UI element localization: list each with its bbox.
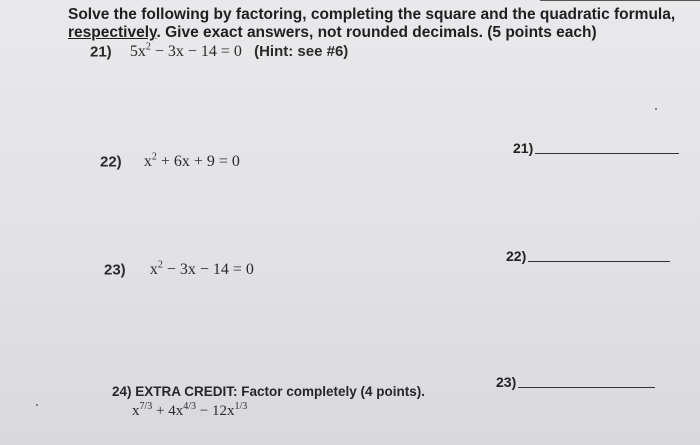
extra-credit-label: 24) EXTRA CREDIT: Factor completely (4 points). (112, 384, 426, 399)
paper-speck (36, 404, 38, 406)
problem-22 (100, 152, 240, 171)
problem-hint: (Hint: see #6) (254, 43, 349, 61)
answer-line[interactable] (518, 386, 655, 388)
problem-23 (104, 260, 254, 279)
answer-label: 23) (496, 374, 517, 390)
top-answer-line (540, 0, 700, 1)
answer-blank-21[interactable] (513, 140, 679, 156)
extra-credit-expression: $x^{7/3} + 4x^{4/3} - 12x^{1/3}$ (132, 401, 248, 419)
problem-equation: $5x^2 - 3x - 14 = 0$ (129, 42, 242, 61)
instructions-text-end: . Give exact answers, not rounded decimals. (5 points each) (156, 24, 597, 41)
problem-equation: $x^2 + 6x + 9 = 0$ (143, 152, 240, 171)
problem-number: 23) (104, 261, 126, 279)
instructions (68, 6, 696, 42)
problem-21 (90, 42, 348, 61)
answer-blank-22[interactable] (506, 248, 670, 264)
problem-equation: $x^2 - 3x - 14 = 0$ (149, 260, 254, 279)
problem-number: 21) (90, 43, 112, 61)
instructions-text: Solve the following by factoring, completing the square and the quadratic formula, (68, 6, 676, 23)
answer-blank-23[interactable] (496, 374, 655, 390)
answer-label: 21) (513, 140, 534, 156)
instructions-underlined: respectively (68, 24, 157, 41)
answer-line[interactable] (528, 260, 670, 262)
paper-speck (655, 108, 657, 110)
answer-line[interactable] (535, 152, 679, 154)
problem-number: 22) (100, 153, 122, 171)
answer-label: 22) (506, 248, 527, 264)
